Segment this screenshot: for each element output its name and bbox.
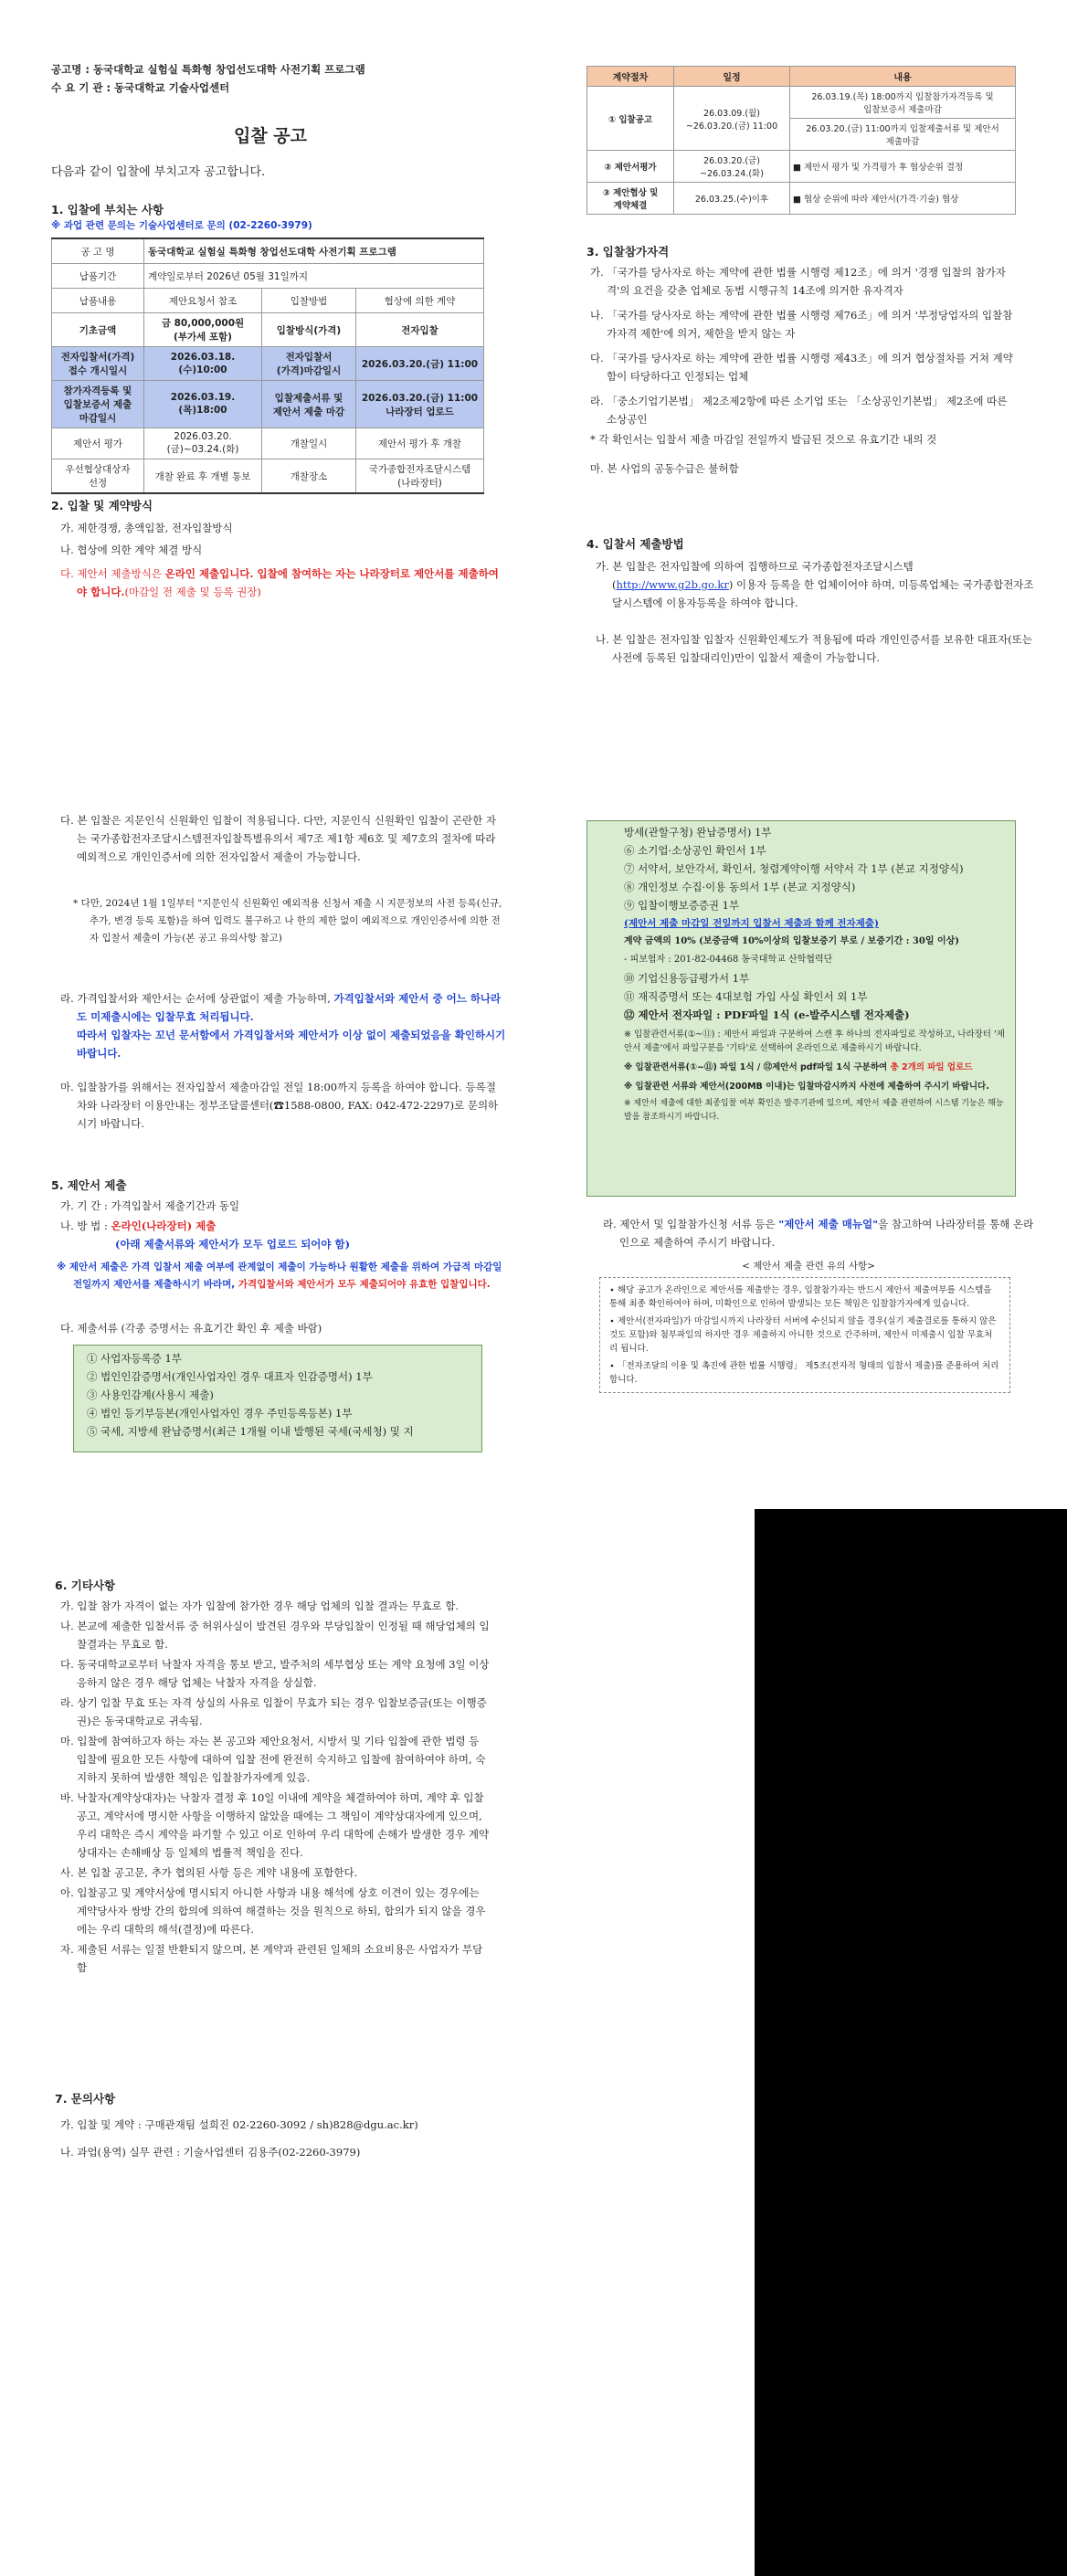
document-item: ⑤ 국세, 지방세 완납증명서(최근 1개월 이내 발행된 국세(국세청) 및 지 (87, 1425, 414, 1438)
document-item: ③ 사용인감계(사용시 제출) (87, 1388, 214, 1401)
section-6-item: 다. 동국대학교로부터 낙찰자 자격을 통보 받고, 발주처의 세부협상 또는 계약 요청에 3일 이상 응하지 않은 경우 해당 업체는 낙찰자 자격을 상실함. (60, 1658, 490, 1689)
row-value (144, 313, 262, 347)
table-row (52, 428, 484, 459)
page2-item-ra: 라. 가격입찰서와 제안서는 순서에 상관없이 제출 가능하며, 가격입찰서와 제안서 중 어느 하나라도 미제출시에는 입찰무효 처리됩니다. 따라서 입찰자는 꼬넌 문서함에서 가격입찰서와 제안서가 이상 없이 제출되었음을 확인하시기 바랍니다. (60, 992, 506, 1060)
row-label: 참가자격등록 및 입찰보증서 제출 마감일시 (52, 381, 144, 428)
section-1-heading: 1. 입찰에 부치는 사항 (51, 203, 164, 216)
document-item: ① 사업자등록증 1부 (87, 1352, 182, 1365)
row-value: 전자입찰 (356, 313, 484, 347)
table-row (52, 238, 484, 264)
row-value: 계약일로부터 2026년 05월 31일까지 (144, 264, 484, 289)
page-title: 입찰 공고 (233, 126, 308, 146)
row-value: 2026.03.18.(수)10:00 (144, 347, 262, 381)
step-date: 26.03.25.(수)이후 (674, 183, 790, 215)
section-3-item: 마. 본 사업의 공동수급은 불허함 (590, 462, 739, 475)
document-item: ⑥ 소기업·소상공인 확인서 1부 (624, 844, 766, 857)
section-6-item: 아. 입찰공고 및 계약서상에 명시되지 아니한 사항과 내용 해석에 상호 이견이 있는 경우에는 계약당사자 쌍방 간의 합의에 의하여 해결하는 것을 원칙으로 하되, 합의가 되지 않을 경우에는 우리 대학의 해석(결정)에 따른다. (60, 1886, 486, 1936)
g2b-link[interactable]: http://www.g2b.go.kr (616, 578, 729, 591)
page2-star-note: * 다만, 2024년 1월 1일부터 "지문인식 신원확인 예외적용 신청서 제출 시 지문정보의 사전 등록(신규, 추가, 변경 등록 포함)을 하여 입력도 불구하고 나 한의 제한 없이 예외적으로 개인인증서에 의한 전자 입찰서 제출이 가능(본 공고 유의사항 참고) (73, 898, 502, 944)
step-content: ■ 협상 순위에 따라 제안서(가격·기술) 협상 (790, 183, 1016, 215)
row-label: 입찰방법 (262, 289, 356, 313)
section-7-item-na: 나. 과업(용역) 실무 관련 : 기술사업센터 김용주(02-2260-3979) (60, 2146, 361, 2159)
document-item: 방세(관할구청) 완납증명서) 1부 (624, 826, 772, 839)
row-value: 2026.03.20.(금)~03.24.(화) (144, 428, 262, 459)
section-7-item-ga: 가. 입찰 및 계약 : 구매관재팀 설희진 02-2260-3092 / sh)828@dgu.ac.kr) (60, 2118, 418, 2131)
document-note: (제안서 제출 마감일 전일까지 입찰서 제출과 함께 전자제출) (624, 918, 879, 929)
section-3-item: 나. 「국가를 당사자로 하는 계약에 관한 법률 시행령 제76조」에 의거 '부정당업자의 입찰참가자격 제한'에 의거, 제한을 받지 않는 자 (590, 309, 1013, 340)
row-label: 개찰일시 (262, 428, 356, 459)
section-3-item: 가. 「국가를 당사자로 하는 계약에 관한 법률 시행령 제12조」에 의거 '경쟁 입찰의 참가자격'의 요건을 갖춘 업체로 동법 시행규칙 14조에 의거한 유자격자 (590, 266, 1006, 297)
step-content: 26.03.19.(목) 18:00까지 입찰참가자격등록 및 입찰보증서 제출마감 (790, 87, 1016, 119)
documents-box (73, 1345, 482, 1452)
section-6-item: 가. 입찰 참가 자격이 없는 자가 입찰에 참가한 경우 해당 업체의 입찰 결과는 무효로 함. (60, 1599, 460, 1612)
table-row (52, 347, 484, 381)
step-content: 26.03.20.(금) 11:00까지 입찰제출서류 및 제안서 제출마감 (790, 119, 1016, 151)
document-item: ⑩ 기업신용등급평가서 1부 (624, 972, 750, 985)
table-row (52, 313, 484, 347)
step-label: ② 제안서평가 (587, 151, 674, 183)
section-2-item-na: 나. 협상에 의한 계약 체결 방식 (60, 544, 203, 556)
section-3-item: 다. 「국가를 당사자로 하는 계약에 관한 법률 시행령 제43조」에 의거 협상절차를 거쳐 계약함이 타당하다고 인정되는 업체 (590, 352, 1013, 383)
column-header: 계약절차 (587, 67, 674, 87)
document-item: ⑫ 제안서 전자파일 : PDF파일 1식 (e-발주시스템 전자제출) (624, 1008, 910, 1021)
section-6-item: 바. 낙찰자(계약상대자)는 낙찰자 결정 후 10일 이내에 계약을 체결하여야 하며, 계약 후 입찰공고, 계약서에 명시한 사항을 이행하지 않았을 때에는 그 책임이 계약상대자에게 있으며, 우리 대학은 즉시 계약을 파기할 수 있고 이로 인하여 우리 대학에 손해가 발생한 경우 계약상대자는 손해배상 등 일체의 법률적 책임을 진다. (60, 1791, 490, 1859)
section-4-item-ga: 가. 본 입찰은 전자입찰에 의하여 집행하므로 국가종합전자조달시스템(http://www.g2b.go.kr) 이용자 등록을 한 업체이어야 하며, 미등록업체는 국가종합전자조달시스템에 이용자등록을 하여야 합니다. (596, 560, 1034, 609)
document-item: ⑦ 서약서, 보안각서, 확인서, 청렴계약이행 서약서 각 1부 (본교 지정양식) (624, 862, 964, 875)
section-3-item: * 각 확인서는 입찰서 제출 마감일 전일까지 발급된 것으로 유효기간 내의 것 (590, 433, 937, 446)
section-1-note: ※ 과업 관련 문의는 기술사업센터로 문의 (02-2260-3979) (51, 220, 312, 231)
document-item: ④ 법인 등기부등본(개인사업자인 경우 주민등록등본) 1부 (87, 1407, 353, 1420)
row-value: 협상에 의한 계약 (356, 289, 484, 313)
row-value: 동국대학교 실험실 특화형 창업선도대학 사전기획 프로그램 (144, 238, 484, 264)
section-4-item-na: 나. 본 입찰은 전자입찰 입찰자 신원확인제도가 적용됨에 따라 개인인증서를 보유한 대표자(또는 사전에 등록된 입찰대리인)만이 입찰서 제출이 가능합니다. (596, 633, 1032, 664)
caution-item: ∙ 해당 공고가 온라인으로 제안서를 제출받는 경우, 입찰참가자는 반드시 제안서 제출여부를 시스템을 통해 최종 확인하여야 하며, 미확인으로 인하여 발생되는 모든 책임은 입찰참가자에게 있습니다. (609, 1285, 992, 1309)
section-6-item: 자. 제출된 서류는 일절 반환되지 않으며, 본 계약과 관련된 일체의 소요비용은 사업자가 부담함 (60, 1943, 483, 1974)
section-3-heading: 3. 입찰참가자격 (586, 245, 670, 259)
row-label: 입찰제출서류 및 제안서 제출 마감 (262, 381, 356, 428)
row-label: 납품기간 (52, 264, 144, 289)
row-label: 개찰장소 (262, 459, 356, 494)
row-label: 제안서 평가 (52, 428, 144, 459)
section-6-heading: 6. 기타사항 (55, 1578, 116, 1592)
row-value: 제안서 평가 후 개찰 (356, 428, 484, 459)
table-row (52, 264, 484, 289)
caution-title: < 제안서 제출 관련 유의 사항> (742, 1261, 875, 1272)
row-label: 우선협상대상자 선정 (52, 459, 144, 494)
column-header: 일정 (674, 67, 790, 87)
row-value: 제안요청서 참조 (144, 289, 262, 313)
table-row (587, 87, 1016, 119)
upload-note: ※ 입찰관련서류(①~⑪) 파일 1식 / ⑫제안서 pdf파일 1식 구분하여 총 2개의 파일 업로드 (624, 1062, 973, 1072)
table-row (52, 459, 484, 494)
section-2-item-da: 다. 제안서 제출방식은 온라인 제출입니다. 입찰에 참여하는 자는 나라장터로 제안서를 제출하여야 합니다.(마감일 전 제출 및 등록 권장) (60, 567, 499, 598)
section-2-item-ga: 가. 제한경쟁, 총액입찰, 전자입찰방식 (60, 522, 233, 534)
section-7-heading: 7. 문의사항 (55, 2092, 116, 2106)
announce-name: 공고명 : 동국대학교 실험실 특화형 창업선도대학 사전기획 프로그램 (51, 63, 365, 76)
upload-note: ※ 입찰관련 서류와 제안서(200MB 이내)는 입찰마감시까지 사전에 제출하여 주시기 바랍니다. (624, 1082, 989, 1092)
document-item: ⑧ 개인정보 수집·이용 동의서 1부 (본교 지정양식) (624, 881, 856, 893)
document-item: ⑨ 입찰이행보증증권 1부 (624, 899, 740, 912)
document-note: - 피보험자 : 201-82-04468 동국대학교 산학협력단 (624, 955, 833, 965)
blank-region (755, 1509, 1067, 2576)
section-6-item: 사. 본 입찰 공고문, 추가 협의된 사항 등은 계약 내용에 포함한다. (60, 1866, 358, 1879)
section-6-item: 마. 입찰에 참여하고자 하는 자는 본 공고와 제안요청서, 시방서 및 기타 입찰에 관한 법령 등 입찰에 필요한 모든 사항에 대하여 입찰 전에 완전히 숙지하고 입찰에 참여하여야 하며, 숙지하지 못하여 발생한 책임은 입찰참가자에게 있음. (60, 1735, 486, 1784)
step-content: ■ 제안서 평가 및 가격평가 후 협상순위 결정 (790, 151, 1016, 183)
row-label: 기초금액 (52, 313, 144, 347)
step-date: 26.03.09.(월) ~26.03.20.(금) 11:00 (674, 87, 790, 151)
document-item: ② 법인인감증명서(개인사업자인 경우 대표자 인감증명서) 1부 (87, 1370, 373, 1383)
step-date: 26.03.20.(금) ~26.03.24.(화) (674, 151, 790, 183)
table-row (52, 381, 484, 428)
row-label: 공 고 명 (52, 238, 144, 264)
section-5-item-da: 다. 제출서류 (각종 증명서는 유효기간 확인 후 제출 바람) (60, 1322, 322, 1335)
upload-note: ※ 입찰관련서류(①~⑪) : 제안서 파일과 구분하여 스캔 후 하나의 전자파일로 작성하고, 나라장터 '제안서 제출'에서 파일구분을 '기타'로 선택하여 온라인으로 제출하시기 바랍니다. (624, 1029, 1005, 1053)
step-label: ① 입찰공고 (587, 87, 674, 151)
section-4-heading: 4. 입찰서 제출방법 (586, 537, 684, 551)
bid-info-table (51, 238, 484, 494)
section-5-item-ga: 가. 기 간 : 가격입찰서 제출기간과 동일 (60, 1199, 240, 1212)
row-value: 국가종합전자조달시스템 (나라장터) (356, 459, 484, 494)
page2-item-ra-right: 라. 제안서 및 입찰참가신청 서류 등은 "제안서 제출 매뉴얼"을 참고하여 나라장터를 통해 온라인으로 제출하여 주시기 바랍니다. (603, 1218, 1034, 1249)
page2-item-ma: 마. 입찰참가를 위해서는 전자입찰서 제출마감일 전일 18:00까지 등록을 하여야 합니다. 등록절차와 나라장터 이용안내는 정부조달콜센터(☎1588-0800, FAX: 042-472-2297)로 문의하시기 바랍니다. (60, 1081, 499, 1130)
column-header: 내용 (790, 67, 1016, 87)
row-label: 납품내용 (52, 289, 144, 313)
upload-note: ※ 제안서 제출에 대한 최종입찰 여부 확인은 발주기관에 있으며, 제안서 제출 관련하여 시스템 기능은 해능발을 참조하시기 바랍니다. (624, 1099, 1004, 1122)
schedule-table (586, 66, 1016, 215)
caution-item: ∙ 「전자조달의 이용 및 촉진에 관한 법률 시행령」 제5조(전자적 형태의 입찰서 제출)를 준용하여 처리합니다. (609, 1361, 999, 1385)
table-row (587, 151, 1016, 183)
caution-box (599, 1277, 1010, 1393)
section-5-heading: 5. 제안서 제출 (51, 1178, 127, 1192)
page2-item-da: 다. 본 입찰은 지문인식 신원확인 입찰이 적용됩니다. 다만, 지문인식 신원확인 입찰이 곤란한 자는 국가종합전자조달시스템전자입찰특별유의서 제7조 제1항 제6호 및 제7호의 절차에 따라 예외적으로 개인인증서에 의한 전자입찰서 제출이 가능합니다. (60, 814, 496, 863)
section-5-note: ※ 제안서 제출은 가격 입찰서 제출 여부에 관계없이 제출이 가능하나 원활한 제출을 위하여 가급적 마감일 전일까지 제안서를 제출하시기 바라며, 가격입찰서와 제안서가 모두 제출되어야 유효한 입찰입니다. (57, 1262, 502, 1290)
table-row (587, 183, 1016, 215)
row-label: 전자입찰서 (가격)마감일시 (262, 347, 356, 381)
document-note: 계약 금액의 10% (보증금액 10%이상의 입찰보증기 부로 / 보증기간 : 30일 이상) (624, 936, 960, 946)
section-3-item: 라. 「중소기업기본법」 제2조제2항에 따른 소기업 또는 「소상공인기본법」 제2조에 따른 소상공인 (590, 395, 1008, 426)
section-6-item: 나. 본교에 제출한 입찰서류 중 허위사실이 발견된 경우와 부당입찰이 인정될 때 해당업체의 입찰결과는 무효로 함. (60, 1620, 490, 1651)
section-2-heading: 2. 입찰 및 계약방식 (51, 499, 153, 512)
vat-note: (부가세 포함) (174, 332, 232, 343)
row-label: 전자입찰서(가격) 접수 개시일시 (52, 347, 144, 381)
table-row (52, 289, 484, 313)
row-value: 2026.03.20.(금) 11:00 나라장터 업로드 (356, 381, 484, 428)
intro-text: 다음과 같이 입찰에 부치고자 공고합니다. (51, 165, 266, 179)
row-value: 2026.03.20.(금) 11:00 (356, 347, 484, 381)
section-6-item: 라. 상기 입찰 무효 또는 자격 상실의 사유로 입찰이 무효가 되는 경우 입찰보증금(또는 이행증권)은 동국대학교로 귀속됨. (60, 1696, 487, 1727)
agency: 수 요 기 관 : 동국대학교 기술사업센터 (51, 81, 230, 94)
amount: 금 80,000,000원 (161, 318, 245, 329)
step-label: ③ 제안협상 및 계약체결 (587, 183, 674, 215)
document-item: ⑪ 재직증명서 또는 4대보험 가입 사실 확인서 외 1부 (624, 990, 868, 1003)
caution-item: ∙ 제안서(전자파일)가 마감일시까지 나라장터 서버에 수신되지 않을 경우(실기 제출결로를 통하지 않은 것도 포함)와 첨부파일의 하자만 경우 제출하지 아니한 것으로 간주하며, 제안서 미제출시 입찰 무효처리 됩니다. (609, 1316, 997, 1354)
row-value: 개찰 완료 후 개별 통보 (144, 459, 262, 494)
table-header-row (587, 67, 1016, 87)
section-5-item-na: 나. 방 법 : 온라인(나라장터) 제출 (아래 제출서류와 제안서가 모두 업로드 되어야 함) (60, 1219, 351, 1251)
row-label: 입찰방식(가격) (262, 313, 356, 347)
documents-box-continued (586, 820, 1016, 1197)
row-value: 2026.03.19.(목)18:00 (144, 381, 262, 428)
